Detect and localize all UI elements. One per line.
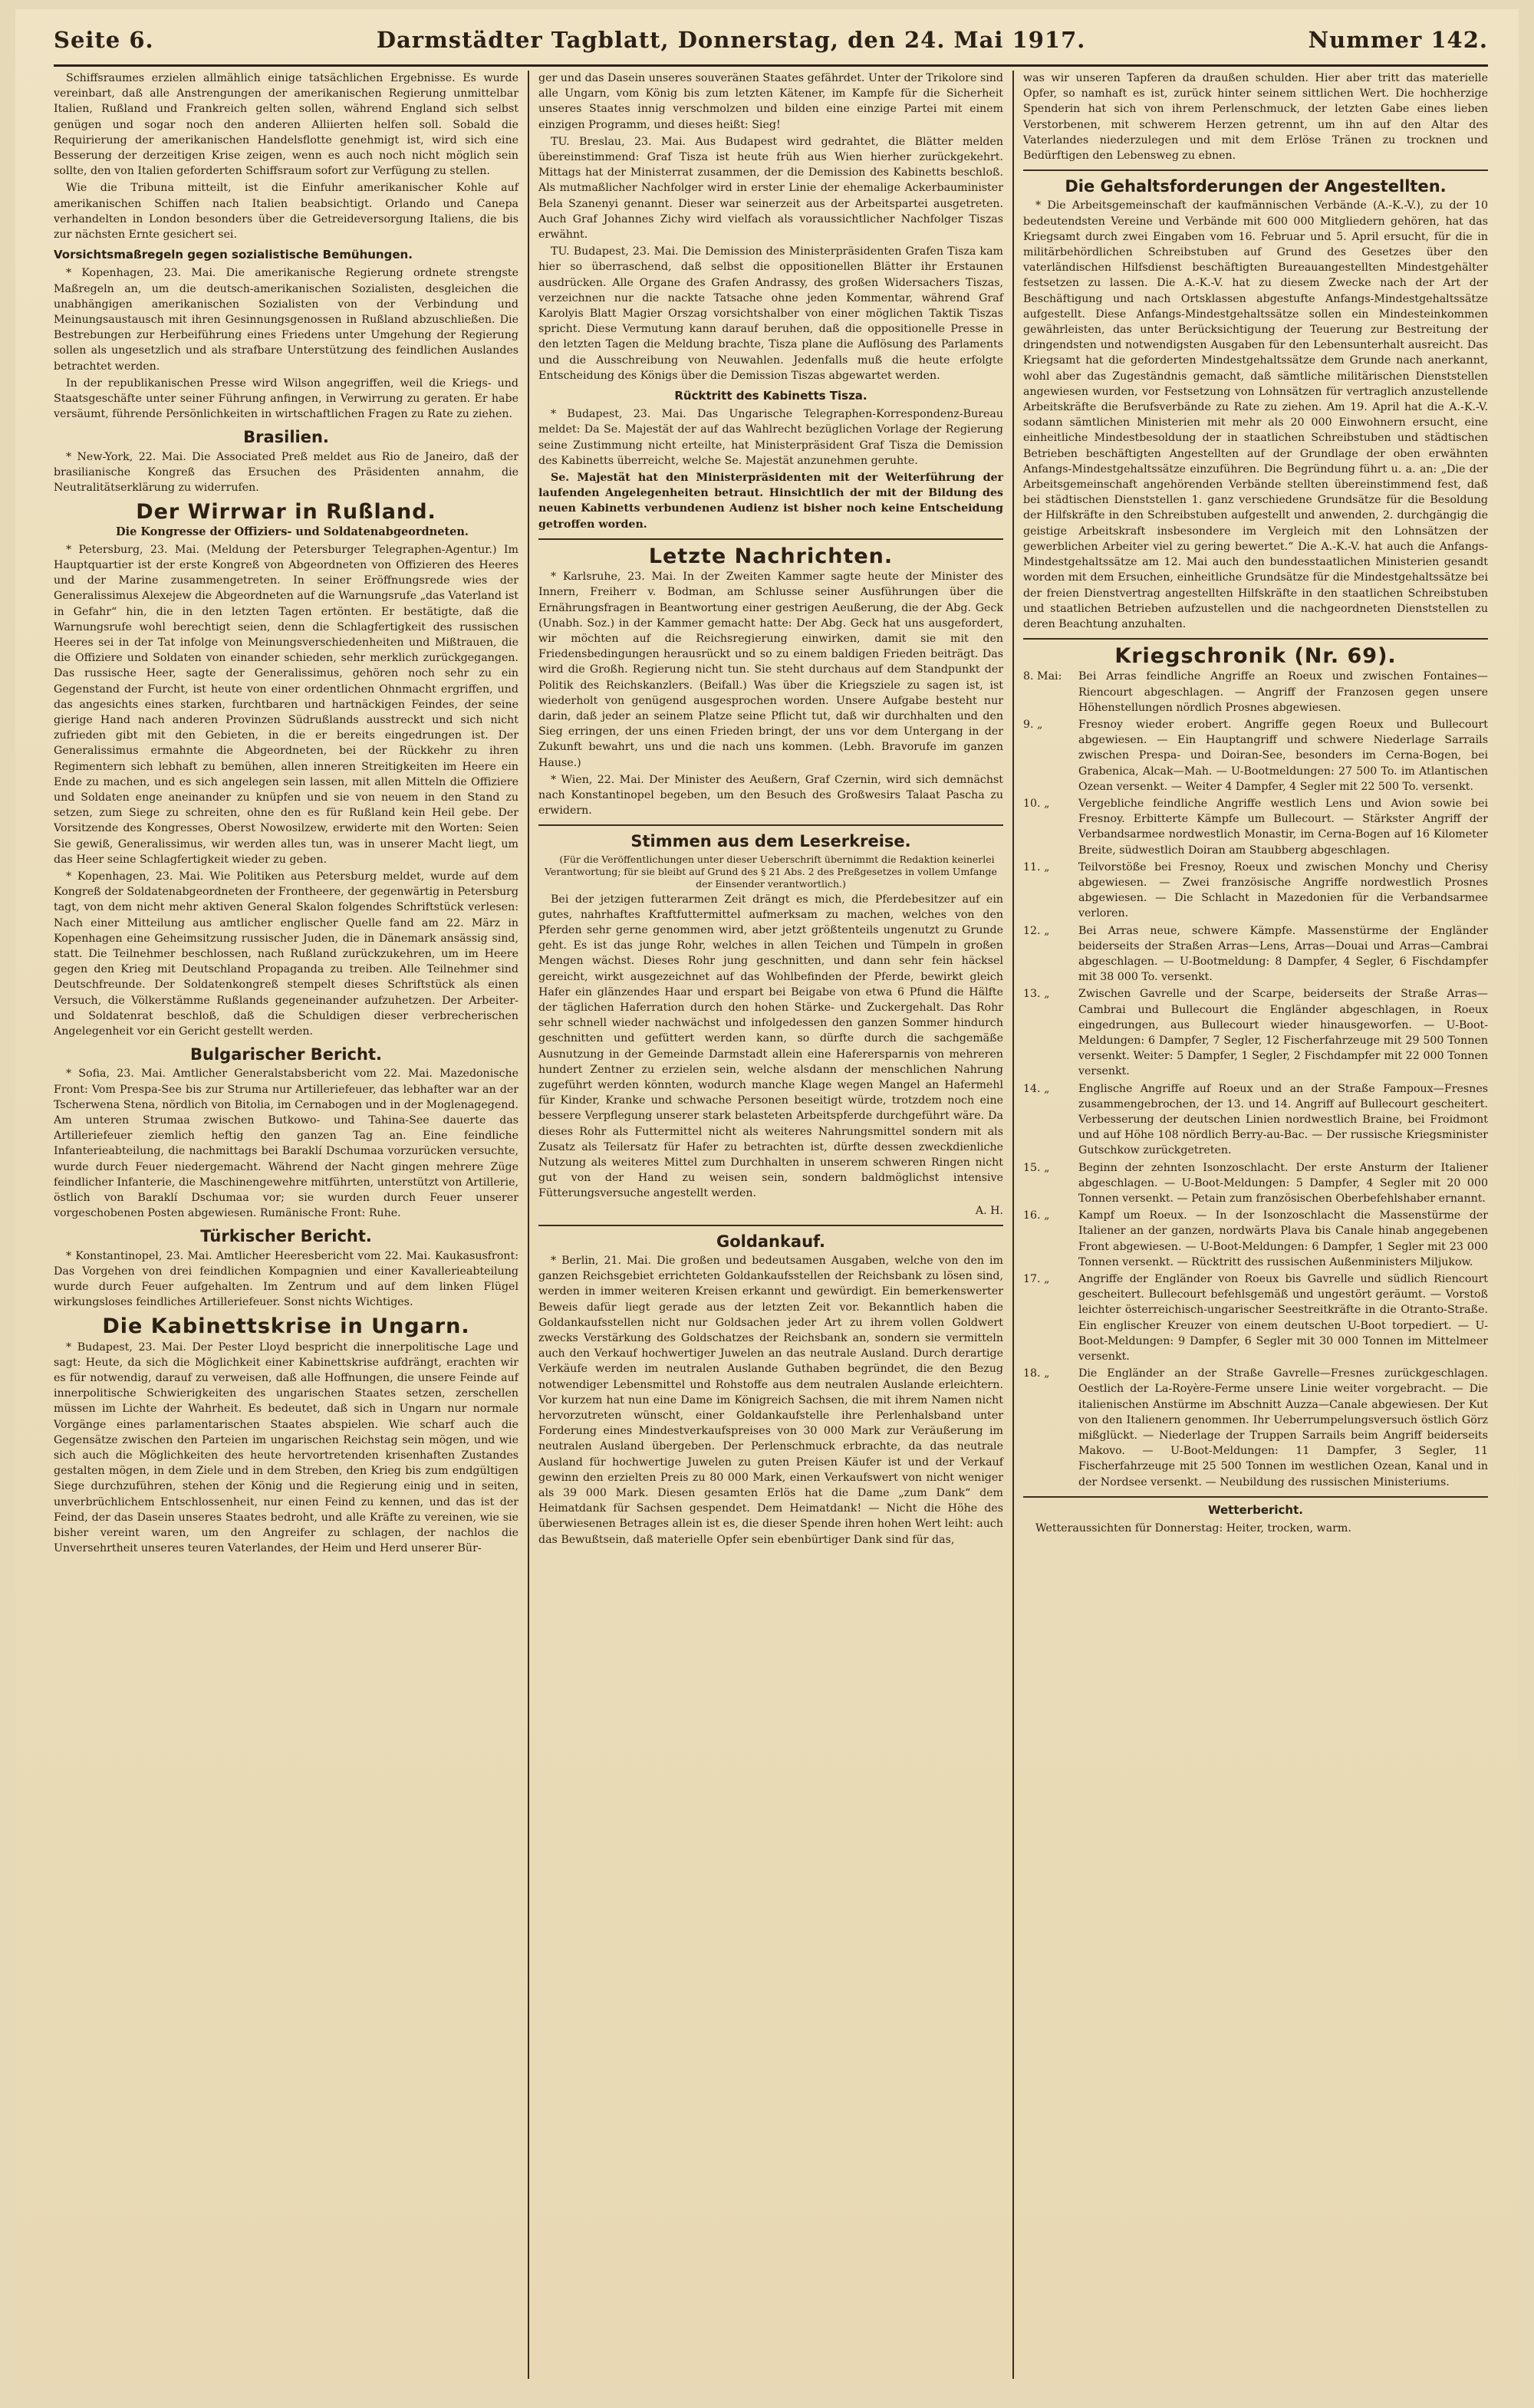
chronicle-text: Teilvorstöße bei Fresnoy, Roeux und zwischen Monchy und Cherisy abgewiesen. — Zwei französische Angriffe nordwestlich Prosnes abgewiesen. — Die Schlacht in Mazedonien für die Verbandsarmee verloren.	[1078, 860, 1488, 920]
article-text: * Konstantinopel, 23. Mai. Amtlicher Heeresbericht vom 22. Mai. Kaukasusfront: Das Vorgehen von drei feindlichen Kompagnien und einer Kavallerieabteilung wurde durch Feuer aufgehalten. Im Zentrum und auf dem linken Flügel wirkungsloses feindliches Artilleriefeuer. Sonst nichts Wichtiges.	[54, 1249, 518, 1309]
divider	[538, 1225, 1003, 1226]
article-text: * Wien, 22. Mai. Der Minister des Aeußern, Graf Czernin, wird sich demnächst nach Konstantinopel begeben, um den Besuch des Großwesirs Talaat Pascha zu erwidern.	[538, 773, 1003, 817]
masthead	[54, 18, 1488, 61]
chronicle-entry	[1023, 1081, 1488, 1159]
divider	[1023, 169, 1488, 171]
chronicle-text: Bei Arras feindliche Angriffe an Roeux und zwischen Fontaines—Riencourt abgeschlagen. — Angriff der Franzosen gegen unsere Höhenstellungen nördlich Prosnes abgewiesen.	[1078, 670, 1488, 714]
chronicle-text: Fresnoy wieder erobert. Angriffe gegen Roeux und Bullecourt abgewiesen. — Ein Hauptangriff und schwere Niederlage Sarrails zwischen Prespa- und Doiran-See, besonders im Cerna-Bogen, bei Grabenica, Alcak—Mah. — U-Bootmeldungen: 27 500 To. im Atlantischen Ozean versenkt. — Weiter 4 Dampfer, 4 Segler mit 22 500 To. versenkt.	[1078, 718, 1488, 793]
page-number: Seite 6.	[54, 27, 154, 53]
article-text: Bei der jetzigen futterarmen Zeit drängt es mich, die Pferdebesitzer auf ein gutes, nahrhaftes Kraftfuttermittel aufmerksam zu machen, welches von den Pferden sehr gerne genommen wird, aber jetzt größtenteils ungenutzt zu Grunde geht. Es ist das junge Rohr, welches in allen Teichen und Tümpeln in großen Mengen wächst. Dieses Rohr jung geschnitten, und dann sehr fein häcksel gereicht, wirkt ausgezeichnet auf das Wohlbefinden der Pferde, bewirkt gleich Hafer ein glänzendes Haar und erspart bei Beigabe von etwa 6 Pfund die Hälfte der täglichen Haferration durch den hohen Stärke- und Zuckergehalt. Das Rohr sehr schnell wieder nachwächst und infolgedessen den ganzen Sommer hindurch geschnitten und gefüttert werden kann, so dürfte durch die sachgemäße Ausnutzung in der Gemeinde Darmstadt allein eine Haferersparnis von mehreren hundert Zentner zu erzielen sein, welche alsdann der menschlichen Nahrung zugeführt werden könnten, wodurch manche Klage wegen Mangel an Hafermehl für Kinder, Kranke und schwache Personen beseitigt würde, trotzdem noch eine bessere Verpflegung unserer stark belasteten Arbeitspferde durchgeführt wäre. Da dieses Rohr als Futtermittel nicht als weiteres Nahrungsmittel sondern mit als Zusatz als Teilersatz für Hafer zu betrachten ist, dürfte dessen zweckdienliche Nutzung als weiteres Mittel zum Durchhalten in unserem schweren Ringen nicht gut von der Hand zu weisen sein, sondern baldmöglichst intensive Fütterungsversuche angestellt werden.	[538, 893, 1003, 1200]
newspaper-page	[15, 9, 1519, 2387]
divider	[1023, 638, 1488, 640]
chronicle-text: Die Engländer an der Straße Gavrelle—Fresnes zurückgeschlagen. Oestlich der La-Royère-Ferme unsere Linie weiter vorgebracht. — Die italienischen Anstürme im Abschnitt Auzza—Canale abgewiesen. Der Kut von den Italienern genommen. Ihr Ueberrumpelungsversuch östlich Görz mißglückt. — Niederlage der Truppen Sarrails beim Angriff beiderseits Makovo. — U-Boot-Meldungen: 11 Dampfer, 3 Segler, 11 Fischerfahrzeuge mit 25 500 Tonnen im westlichen Ozean, Kanal und in der Nordsee versenkt. — Neubildung des russischen Ministeriums.	[1078, 1367, 1488, 1489]
war-chronicle	[1023, 669, 1488, 1490]
article-text: In der republikanischen Presse wird Wilson angegriffen, weil die Kriegs- und Staatsgeschäfte unter seiner Führung anfingen, in Verwirrung zu geraten. Er habe versäumt, führende Persönlichkeiten in wirtschaftlichen Fragen zu Rate zu ziehen.	[54, 377, 518, 421]
chronicle-text: Angriffe der Engländer von Roeux bis Gavrelle und südlich Riencourt gescheitert. Bullecourt befehlsgemäß und ungestört geräumt. — Vorstoß leichter österreichisch-ungarischer Seestreitkräfte in die Otranto-Straße. Ein englischer Kreuzer von einem deutschen U-Boot torpediert. — U-Boot-Meldungen: 9 Dampfer, 6 Segler mit 30 000 Tonnen im Mittelmeer versenkt.	[1078, 1273, 1488, 1364]
chronicle-entry	[1023, 1366, 1488, 1490]
section-heading: Rücktritt des Kabinetts Tisza.	[674, 389, 867, 403]
article-text: Se. Majestät hat den Ministerpräsidenten mit der Weiterführung der laufenden Angelegenheiten betraut. Hinsichtlich der mit der Bildung des neuen Kabinetts verbundenen Audienz ist bisher noch keine Entscheidung getroffen worden.	[538, 472, 1003, 531]
section-heading: Türkischer Bericht.	[200, 1227, 372, 1246]
chronicle-entry	[1023, 669, 1488, 715]
chronicle-text: Vergebliche feindliche Angriffe westlich Lens und Avion sowie bei Fresnoy. Erbitterte Kämpfe um Bullecourt. — Stärkster Angriff der Verbandsarmee nordwestlich Monastir, im Cerna-Bogen auf 16 Kilometer Breite, südwestlich Doiran am Staubberg abgeschlagen.	[1078, 797, 1488, 857]
column-3	[1012, 71, 1488, 2379]
signature: A. H.	[975, 1204, 1003, 1217]
section-heading: Letzte Nachrichten.	[648, 544, 894, 568]
editorial-note: (Für die Veröffentlichungen unter dieser Ueberschrift übernimmt die Redaktion keinerlei Verantwortung; für sie bleibt auf Grund des § 21 Abs. 2 des Preßgesetzes in vollem Umfange der Einsender verantwortlich.)	[545, 853, 997, 890]
article-text: * Karlsruhe, 23. Mai. In der Zweiten Kammer sagte heute der Minister des Innern, Freiherr v. Bodman, am Schlusse seiner Ausführungen über die Ernährungsfragen in Beantwortung einer gestrigen Aeußerung, die der Abg. Geck (Unabh. Soz.) in der Kammer gemacht hatte: Der Abg. Geck hat uns ausgefordert, wir möchten auf die Reichsregierung einwirken, damit sie mit den Friedensbedingungen herausrückt und so zu einem baldigen Frieden beiträgt. Das wird die Großh. Regierung nicht tun. Sie steht durchaus auf dem Standpunkt der Politik des Reichskanzlers. (Beifall.) Was über die Kriegsziele zu sagen ist, ist wiederholt von genügend ausgesprochen worden. Unsere Aufgabe besteht nur darin, daß jeder an seinem Platze seine Pflicht tut, daß wir durchhalten und den Sieg erringen, der uns einen Frieden bringt, der uns vor dem Untergang in der Zukunft bewahrt, uns und die nach uns kommen. (Lebh. Bravorufe im ganzen Hause.)	[538, 571, 1003, 769]
masthead-rule	[54, 64, 1488, 67]
section-heading: Bulgarischer Bericht.	[190, 1045, 382, 1064]
chronicle-date: 17. „	[1023, 1273, 1050, 1286]
chronicle-date: 15. „	[1023, 1161, 1050, 1174]
article-text: Schiffsraumes erzielen allmählich einige tatsächlichen Ergebnisse. Es wurde vereinbart, daß alle Anstrengungen der amerikanischen Regierung unmittelbar Italien, Rußland und Frankreich gelten sollen, während England sich selbst genügen und sogar noch den anderen Alliierten helfen soll. Sobald die Requirierung der amerikanischen Handelsflotte genehmigt ist, wird sich eine Besserung der derzeitigen Krise zeigen, wenn es auch noch nicht möglich sein sollte, den von Italien geforderten Schiffsraum sofort zur Verfügung zu stellen.	[54, 72, 518, 178]
chronicle-entry	[1023, 1271, 1488, 1364]
chronicle-date: 9. „	[1023, 718, 1043, 731]
chronicle-text: Beginn der zehnten Isonzoschlacht. Der erste Ansturm der Italiener abgeschlagen. — U-Boot-Meldungen: 5 Dampfer, 4 Segler mit 20 000 Tonnen versenkt. — Petain zum französischen Oberbefehlshaber ernannt.	[1078, 1161, 1488, 1206]
divider	[538, 538, 1003, 540]
chronicle-entry	[1023, 860, 1488, 922]
subheading: Die Kongresse der Offiziers- und Soldatenabgeordneten.	[116, 525, 469, 539]
article-text: * Budapest, 23. Mai. Das Ungarische Telegraphen-Korrespondenz-Bureau meldet: Da Se. Majestät der auf das Wahlrecht bezüglichen Vorlage der Regierung seine Zustimmung nicht erteilte, hat Ministerpräsident Graf Tisza die Demission des Kabinetts überreicht, welche Se. Majestät anzunehmen geruhte.	[538, 408, 1003, 467]
article-text: was wir unseren Tapferen da draußen schulden. Hier aber tritt das materielle Opfer, so namhaft es ist, zurück hinter seinem sittlichen Wert. Die hochherzige Spenderin hat sich von ihrem Perlenschmuck, der letzten Gabe eines lieben Verstorbenen, mit schwerem Herzen getrennt, um ihn auf den Altar des Vaterlandes niederzulegen und mit dem Erlöse Tränen zu trocknen und Bedürftigen den Lebensweg zu ebnen.	[1023, 72, 1488, 163]
article-text: * Kopenhagen, 23. Mai. Wie Politiken aus Petersburg meldet, wurde auf dem Kongreß der Soldatenabgeordneten der Frontheere, der gegenwärtig in Petersburg tagt, von dem nicht mehr aktiven General Skalon folgendes Schriftstück verlesen: Nach einer Mitteilung aus amtlicher englischer Quelle fand am 22. März in Kopenhagen eine Geheimsitzung russischer Juden, die in Dänemark ansässig sind, statt. Die Teilnehmer beschlossen, nach Rußland zurückzukehren, um im Heere gegen den Krieg mit Deutschland Propaganda zu treiben. Alle Teilnehmer sind Deutschfreunde. Der Soldatenkongreß stempelt dieses Schriftstück als einen Versuch, die Völkerstämme Rußlands gegeneinander aufzuhetzen. Der Arbeiter- und Soldatenrat beschloß, daß die Schuldigen dieser verbrecherischen Angelegenheit vor ein Gericht gestellt werden.	[54, 870, 518, 1038]
column-1	[54, 71, 528, 2379]
article-text: Wie die Tribuna mitteilt, ist die Einfuhr amerikanischer Kohle auf amerikanischen Schiffen nach Italien beabsichtigt. Orlando und Canepa verhandelten in London besonders über die Getreideversorgung Italiens, die bis zur nächsten Ernte gesichert sei.	[54, 182, 518, 242]
article-text: * Kopenhagen, 23. Mai. Die amerikanische Regierung ordnete strengste Maßregeln an, um die deutsch-amerikanischen Sozialisten, desgleichen die unabhängigen amerikanischen Sozialisten von der Verbindung und Meinungsaustausch mit ihren Gesinnungsgenossen in Rußland abzuschließen. Die Bestrebungen zur Herbeiführung eines Friedens unter Umgehung der Regierung sollen als ungesetzlich und als strafbare Unterstützung des feindlichen Auslandes betrachtet werden.	[54, 267, 518, 373]
chronicle-date: 18. „	[1023, 1367, 1050, 1380]
article-text: TU. Budapest, 23. Mai. Die Demission des Ministerpräsidenten Grafen Tisza kam hier so überraschend, daß selbst die oppositionellen Blätter ihr Erstaunen ausdrücken. Alle Organe des Grafen Andrassy, des großen Widersachers Tiszas, verzeichnen nur die nackte Tatsache ohne jeden Kommentar, während Graf Karolyis Blatt Magier Orszag vorsichtshalber von einer möglichen Taktik Tiszas spricht. Diese Vermutung kann darauf beruhen, daß die oppositionelle Presse in den letzten Tagen die Meldung brachte, Tisza plane die Auflösung des Parlaments und die Ausschreibung von Neuwahlen. Jedenfalls muß die heute erfolgte Entscheidung des Königs über die Demission Tiszas abgewartet werden.	[538, 245, 1003, 382]
chronicle-date: 12. „	[1023, 924, 1050, 937]
chronicle-text: Zwischen Gavrelle und der Scarpe, beiderseits der Straße Arras—Cambrai und Bullecourt die Engländer abgeschlagen, in Roeux eingedrungen, aus Bullecourt wieder hinausgeworfen. — U-Boot-Meldungen: 6 Dampfer, 7 Segler, 12 Fischerfahrzeuge mit 29 500 Tonnen versenkt. Weiter: 5 Dampfer, 1 Segler, 2 Fischdampfer mit 22 000 Tonnen versenkt.	[1078, 988, 1488, 1078]
article-text: * Petersburg, 23. Mai. (Meldung der Petersburger Telegraphen-Agentur.) Im Hauptquartier ist der erste Kongreß von Abgeordneten von Offizieren des Heeres und der Marine zusammengetreten. In seiner Eröffnungsrede wies der Generalissimus Alexejew die Abgeordneten auf die Warnungsrufe „das Vaterland ist in Gefahr“ hin, die in den letzten Tagen ertönten. Er bestätigte, daß die Warnungsrufe wohl berechtigt seien, denn die Schlagfertigkeit des russischen Heeres sei in der Tat infolge von Meinungsverschiedenheiten und Mißtrauen, die die Offiziere und Soldaten von einander schieden, sehr merklich zurückgegangen. Das russische Heer, sagte der Generalissimus, gehören noch sehr zu ein Gegenstand der Furcht, ist heute von einer ordentlichen Ohnmacht ergriffen, und das angesichts eines starken, furchtbaren und hartnäckigen Feindes, der seine gierige Hand nach anderen Provinzen Südrußlands ausstreckt und sich nicht zufrieden gibt mit den Gebieten, in die er bereits eingedrungen ist. Der Generalissimus ermahnte die Abgeordneten, bei der Rückkehr zu ihren Regimentern sich lebhaft zu bemühen, allen inneren Streitigkeiten im Heere ein Ende zu machen, und es sich angelegen sein lassen, mit allen Mitteln die Offiziere und Soldaten enge aneinander zu knüpfen und sie von neuem in den Stand zu setzen, zum Siege zu schreiten, ohne den es für Rußland kein Heil gebe. Der Vorsitzende des Kongresses, Oberst Nowosilzew, erwiderte mit den Worten: Seien Sie gewiß, Generalissimus, wir werden alles tun, was in unserer Macht liegt, um das Heer seine Schlagfertigkeit wieder zu geben.	[54, 543, 518, 866]
chronicle-date: 13. „	[1023, 988, 1050, 1001]
chronicle-entry	[1023, 986, 1488, 1079]
chronicle-date: 10. „	[1023, 797, 1050, 810]
chronicle-entry	[1023, 1208, 1488, 1270]
section-heading: Die Gehaltsforderungen der Angestellten.	[1065, 177, 1447, 196]
chronicle-entry	[1023, 1160, 1488, 1207]
section-heading: Vorsichtsmaßregeln gegen sozialistische Bemühungen.	[54, 248, 413, 262]
chronicle-date: 14. „	[1023, 1082, 1050, 1095]
section-heading: Brasilien.	[243, 428, 329, 447]
chronicle-text: Englische Angriffe auf Roeux und an der Straße Fampoux—Fresnes zusammengebrochen, der 13. und 14. Angriff auf Bullecourt gescheitert. Verbesserung der deutschen Linien nordwestlich Braine, bei Froidmont und auf Höhe 108 nördlich Berry-au-Bac. — Der russische Kriegsminister Gutschkow zurückgetreten.	[1078, 1082, 1488, 1157]
columns	[54, 71, 1488, 2379]
article-text: * Berlin, 21. Mai. Die großen und bedeutsamen Ausgaben, welche von den im ganzen Reichsgebiet errichteten Goldankaufsstellen der Reichsbank zu lösen sind, werden in immer weiteren Kreisen erkannt und gewürdigt. Ein bemerkenswerter Beweis dafür liegt gerade aus der letzten Zeit vor. Bekanntlich haben die Goldankaufsstellen nicht nur Goldsachen jeder Art zu ihrem vollen Goldwert zwecks Verstärkung des Goldschatzes der Reichsbank an, sondern sie vermitteln auch den Verkauf hochwertiger Juwelen an das neutrale Ausland. Durch derartige Verkäufe werden im neutralen Auslande Guthaben begründet, die den Bezug notwendiger Lebensmittel und Rohstoffe aus dem neutralen Auslande erleichtern. Vor kurzem hat nun eine Dame im Königreich Sachsen, die mit ihrem Namen nicht hervorzutreten wünscht, einer Goldankaufstelle ihre Perlenhalsband unter Forderung eines Mindestverkaufspreises von 30 000 Mark zur Veräußerung im neutralen Ausland übergeben. Der Perlenschmuck erbrachte, da das neutrale Ausland für hochwertige Juwelen zu guten Preisen Käufer ist und der Verkauf gewinn den erzielten Preis zu 80 000 Mark, einen Verkaufswert von nicht weniger als 39 000 Mark. Diesen gesamten Erlös hat die Dame „zum Dank“ dem Heimatdank für Sachsen gespendet. Dem Heimatdank! — Nicht die Höhe des überwiesenen Betrages allein ist es, die dieser Spende ihren hohen Wert leiht: auch das Bewußtsein, daß materielle Opfer sein ebenbürtiger Dank sind für das,	[538, 1255, 1003, 1546]
article-text: * Budapest, 23. Mai. Der Pester Lloyd bespricht die innerpolitische Lage und sagt: Heute, da sich die Möglichkeit einer Kabinettskrise aufdrängt, erachten wir es für notwendig, darauf zu verweisen, daß alle Hoffnungen, die unsere Feinde auf innerpolitische Schwierigkeiten des ungarischen Staates setzen, zerschellen müssen im Lichte der Wahrheit. Es bedeutet, daß sich in Ungarn nur normale Vorgänge eines parlamentarischen Staates abspielen. Wie scharf auch die Gegensätze zwischen den Parteien im ungarischen Reichstag sein mögen, und wie sich auch die Möglichkeiten des heute hervortretenden krisenhaften Zustandes gestalten mögen, in dem Ziele und in dem Streben, den Krieg bis zum endgültigen Siege durchzuführen, stehen der König und die Regierung einig und in seiten, unverbrüchlichem Entschlossenheit, nur einen Feind zu kennen, und das ist der Feind, der das Dasein unseres Staates bedroht, und alle Kräfte zu vereinen, wie sie bisher vereint waren, um den Angreifer zu schlagen, der nachlos die Unversehrtheit unseres teuren Vaterlandes, der Heim und Herd unserer Bür-	[54, 1341, 518, 1555]
newspaper-title: Darmstädter Tagblatt, Donnerstag, den 24. Mai 1917.	[376, 27, 1086, 53]
article-text: * Sofia, 23. Mai. Amtlicher Generalstabsbericht vom 22. Mai. Mazedonische Front: Vom Prespa-See bis zur Struma nur Artilleriefeuer, das lebhafter war an der Tscherwena Stena, nördlich von Bitolia, im Cernabogen und in der Moglenagegend. Am unteren Strumaa zwischen Butkowo- und Tahina-See dauerte das Artilleriefeuer ziemlich heftig den ganzen Tag an. Eine feindliche Infanterieabteilung, die nachmittags bei Baraklí Dschumaa vorzurücken versuchte, wurde durch Feuer niedergemacht. Während der Nacht gingen mehrere Züge feindlicher Infanterie, die Maschinengewehre mitführten, unterstützt von Artillerie, östlich von Baraklí Dschumaa vor; sie wurden durch Feuer unserer vorgeschobenen Posten abgewiesen. Rumänische Front: Ruhe.	[54, 1067, 518, 1220]
section-heading: Stimmen aus dem Leserkreise.	[630, 832, 911, 851]
chronicle-entry	[1023, 923, 1488, 985]
article-text: TU. Breslau, 23. Mai. Aus Budapest wird gedrahtet, die Blätter melden übereinstimmend: Graf Tisza ist heute früh aus Wien hierher zurückgekehrt. Mittags hat der Ministerrat zusammen, der die Demission des Kabinetts beschloß. Als mutmaßlicher Nachfolger wird in erster Linie der ehemalige Ackerbauminister Bela Szanenyi genannt. Dieser war seinerzeit aus der Arbeitspartei ausgetreten. Auch Graf Johannes Zichy wird vielfach als voraussichtlicher Nachfolger Tiszas erwähnt.	[538, 135, 1003, 242]
chronicle-date: 16. „	[1023, 1209, 1050, 1222]
article-text: ger und das Dasein unseres souveränen Staates gefährdet. Unter der Trikolore sind alle Ungarn, vom König bis zum letzten Kätener, im Kampfe für die Sicherheit unseres Staates innig verschmolzen und bilden eine einzige Partei mit einem einzigen Programm, und dieses heißt: Sieg!	[538, 72, 1003, 131]
weather-text: Wetteraussichten für Donnerstag: Heiter, trocken, warm.	[1035, 1522, 1351, 1535]
chronicle-entry	[1023, 796, 1488, 858]
chronicle-date: 8. Mai:	[1023, 670, 1062, 683]
section-heading: Kriegschronik (Nr. 69).	[1114, 644, 1397, 669]
chronicle-entry	[1023, 717, 1488, 794]
chronicle-date: 11. „	[1023, 860, 1050, 873]
section-heading: Die Kabinettskrise in Ungarn.	[102, 1314, 470, 1339]
article-text: * New-York, 22. Mai. Die Associated Preß meldet aus Rio de Janeiro, daß der brasilianische Kongreß das Ersuchen des Präsidenten annahm, die Neutralitätserklärung zu widerrufen.	[54, 450, 518, 495]
divider	[538, 824, 1003, 826]
issue-number: Nummer 142.	[1308, 27, 1488, 53]
article-text: * Die Arbeitsgemeinschaft der kaufmännischen Verbände (A.-K.-V.), zu der 10 bedeutendsten Vereine und Verbände mit 600 000 Mitgliedern gehören, hat das Kriegsamt durch zwei Eingaben vom 16. Februar und 5. April ersucht, für die in militärbehördlichen Schreibstuben auf Grund des Gesetzes über den vaterländischen Hilfsdienst beschäftigten Bureauangestellten Mindestgehälter festsetzen zu lassen. Die A.-K.-V. hat zu diesem Zwecke nach der Art der Beschäftigung und nach Ortsklassen abgestufte Anfangs-Mindestgehaltssätze aufgestellt. Diese Anfangs-Mindestgehaltssätze sollen ein Mindesteinkommen gewährleisten, das unter Berücksichtigung der Teuerung zur Bestreitung der dringendsten und notwendigsten Ausgaben für den Lebensunterhalt ausreicht. Das Kriegsamt hat die geforderten Mindestgehaltssätze dem Grunde nach anerkannt, wohl aber das Zugeständnis gemacht, daß sämtliche militärischen Dienststellen angewiesen wurden, vor Festsetzung von Lohnsätzen für vertraglich anzustellende Arbeitskräfte die Berufsverbände zu Rate zu ziehen. Am 19. April hat die A.-K.-V. sodann sämtlichen Ministerien mit mehr als 20 000 Einwohnern ersucht, eine einheitliche Mindestbesoldung der in staatlichen Schreibstuben und städtischen Betrieben beschäftigten Angestellten auf der Grundlage der oben erwähnten Anfangs-Mindestgehaltssätze einzuführen. Die Begründung führt u. a. an: „Die der Arbeitsgemeinschaft angehörenden Verbände stellten übereinstimmend fest, daß bei städtischen Dienststellen 1. ganz verschiedene Grundsätze für die Besoldung der Hilfskräfte in den Schreibstuben aufgestellt und anwenden, 2. durchgängig die geistige Arbeitskraft insbesondere im Vergleich mit den Lohnsätzen der gewerblichen Arbeiter viel zu gering bewertet.“ Die A.-K.-V. hat auch die Anfangs-Mindestgehaltssätze am 12. Mai auch den bundesstaatlichen Ministerien gesandt worden mit dem Ersuchen, einheitliche Grundsätze für die Mindestgehaltssätze bei der freien Dienstvertrag angestellten Hilfskräfte in den staatlichen Schreibstuben und staatlichen Betrieben aufzustellen und die nachgeordneten Dienststellen zu deren Beachtung anzuhalten.	[1023, 199, 1488, 630]
chronicle-text: Kampf um Roeux. — In der Isonzoschlacht die Massenstürme der Italiener an der ganzen, nordwärts Plava bis Canale hinab angegebenen Front abgewiesen. — U-Boot-Meldungen: 6 Dampfer, 1 Segler mit 23 000 Tonnen versenkt. — Rücktritt des russischen Außenministers Miljukow.	[1078, 1209, 1488, 1268]
chronicle-text: Bei Arras neue, schwere Kämpfe. Massenstürme der Engländer beiderseits der Straßen Arras—Lens, Arras—Douai und Arras—Cambrai abgeschlagen. — U-Bootmeldung: 8 Dampfer, 4 Segler, 6 Fischdampfer mit 38 000 To. versenkt.	[1078, 924, 1488, 984]
section-heading: Goldankauf.	[716, 1232, 826, 1251]
section-heading: Der Wirrwar in Rußland.	[136, 500, 436, 525]
section-heading: Wetterbericht.	[1208, 1502, 1303, 1517]
divider	[1023, 1496, 1488, 1498]
column-2	[528, 71, 1012, 2379]
